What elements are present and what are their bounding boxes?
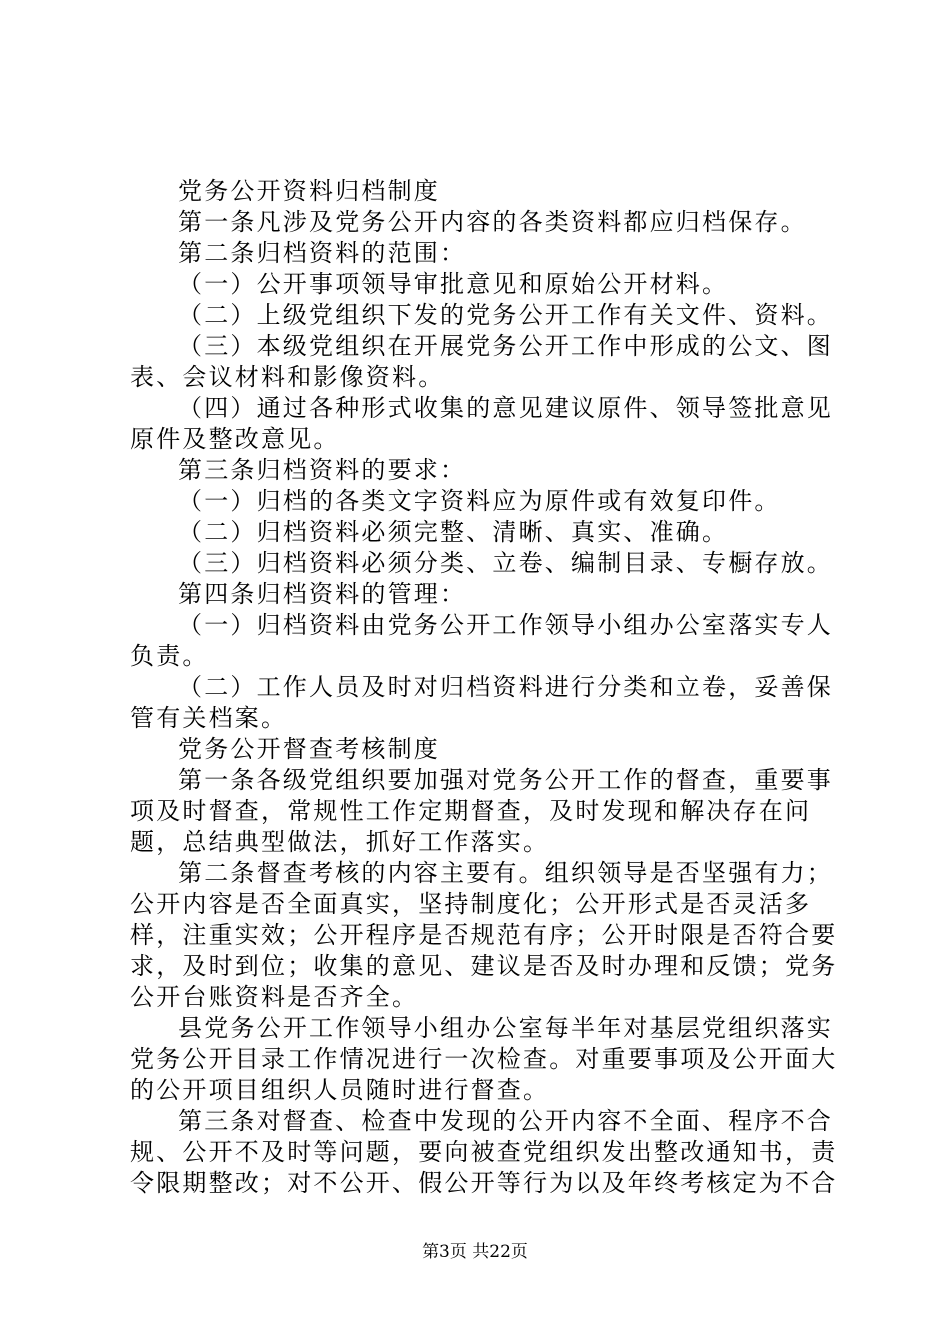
page-number: 第3页 共22页 (422, 1242, 528, 1262)
paragraph: 第一条各级党组织要加强对党务公开工作的督查，重要事项及时督查，常规性工作定期督查，及时发现和解决存在问题，总结典型做法，抓好工作落实。 (130, 766, 833, 856)
paragraph: （三）本级党组织在开展党务公开工作中形成的公文、图表、会议材料和影像资料。 (130, 332, 833, 391)
paragraph: （一）归档资料由党务公开工作领导小组办公室落实专人负责。 (130, 611, 833, 670)
paragraph: （二）上级党组织下发的党务公开工作有关文件、资料。 (178, 301, 833, 329)
paragraph: （三）归档资料必须分类、立卷、编制目录、专橱存放。 (178, 549, 833, 577)
paragraph: 第三条归档资料的要求： (178, 456, 467, 484)
paragraph: 第二条归档资料的范围： (178, 239, 467, 267)
paragraph: （一）归档的各类文字资料应为原件或有效复印件。 (178, 487, 781, 515)
section-title: 党务公开督查考核制度 (178, 735, 440, 763)
paragraph: （二）归档资料必须完整、清晰、真实、准确。 (178, 518, 729, 546)
paragraph: 第一条凡涉及党务公开内容的各类资料都应归档保存。 (178, 208, 807, 236)
paragraph: （四）通过各种形式收集的意见建议原件、领导签批意见原件及整改意见。 (130, 394, 833, 453)
paragraph: （一）公开事项领导审批意见和原始公开材料。 (178, 270, 729, 298)
paragraph: 县党务公开工作领导小组办公室每半年对基层党组织落实党务公开目录工作情况进行一次检查。对重要事项及公开面大的公开项目组织人员随时进行督查。 (130, 1014, 838, 1104)
paragraph: （二）工作人员及时对归档资料进行分类和立卷，妥善保管有关档案。 (130, 673, 833, 732)
paragraph: 第四条归档资料的管理： (178, 580, 467, 608)
paragraph: 第三条对督查、检查中发现的公开内容不全面、程序不合规、公开不及时等问题，要向被查党组织发出整改通知书，责令限期整改；对不公开、假公开等行为以及年终考核定为不合 (130, 1107, 838, 1197)
document-body (130, 176, 838, 1199)
paragraph: 第二条督查考核的内容主要有。组织领导是否坚强有力；公开内容是否全面真实，坚持制度化；公开形式是否灵活多样，注重实效；公开程序是否规范有序；公开时限是否符合要求，及时到位；收集的意见、建议是否及时办理和反馈；党务公开台账资料是否齐全。 (130, 859, 838, 1011)
section-title: 党务公开资料归档制度 (178, 177, 440, 205)
